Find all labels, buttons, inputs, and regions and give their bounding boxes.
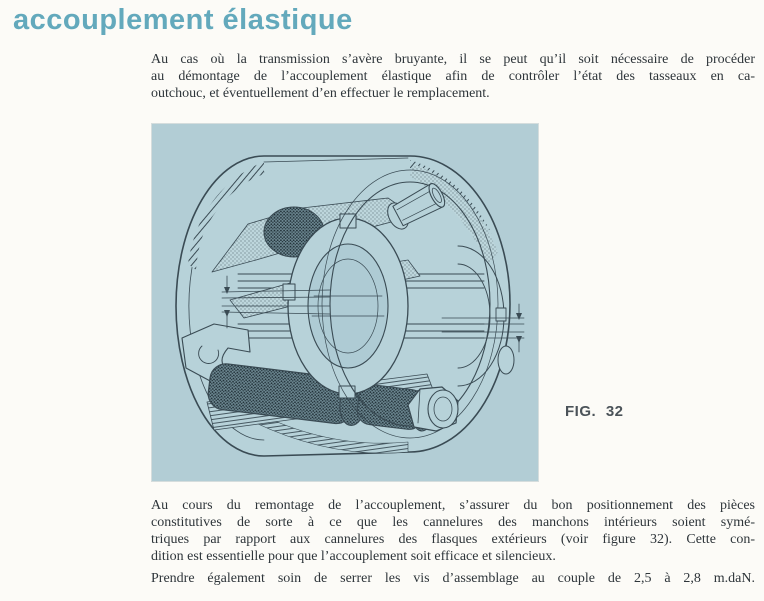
figure-panel xyxy=(152,124,538,481)
coupling-cutaway-illustration xyxy=(152,124,538,481)
remontage-line: triques par rapport aux cannelures des flasques extérieurs (voir figure 32). Cette con- xyxy=(151,532,755,547)
remontage-line: constitutives de sorte à ce que les cannelures des manchons intérieurs soient symé- xyxy=(151,515,755,530)
page-title: accouplement élastique xyxy=(13,4,353,36)
intro-line: au démontage de l’accouplement élastique afin de contrôler l’état des tasseaux en ca- xyxy=(151,69,755,84)
figure-caption: FIG. 32 xyxy=(565,403,624,420)
intro-line: outchouc, et éventuellement d’en effectuer le remplacement. xyxy=(151,86,490,101)
remontage-paragraph xyxy=(151,497,755,565)
torque-line: Prendre également soin de serrer les vis d’assemblage au couple de 2,5 à 2,8 m.daN. xyxy=(151,571,755,586)
intro-line: Au cas où la transmission s’avère bruyante, il se peut qu’il soit nécessaire de procéder xyxy=(151,52,755,67)
remontage-line: Au cours du remontage de l’accouplement, s’assurer du bon positionnement des pièces xyxy=(151,498,755,513)
remontage-line: dition est essentielle pour que l’accouplement soit efficace et silencieux. xyxy=(151,549,556,564)
intro-paragraph xyxy=(151,51,755,102)
torque-paragraph xyxy=(151,570,755,587)
